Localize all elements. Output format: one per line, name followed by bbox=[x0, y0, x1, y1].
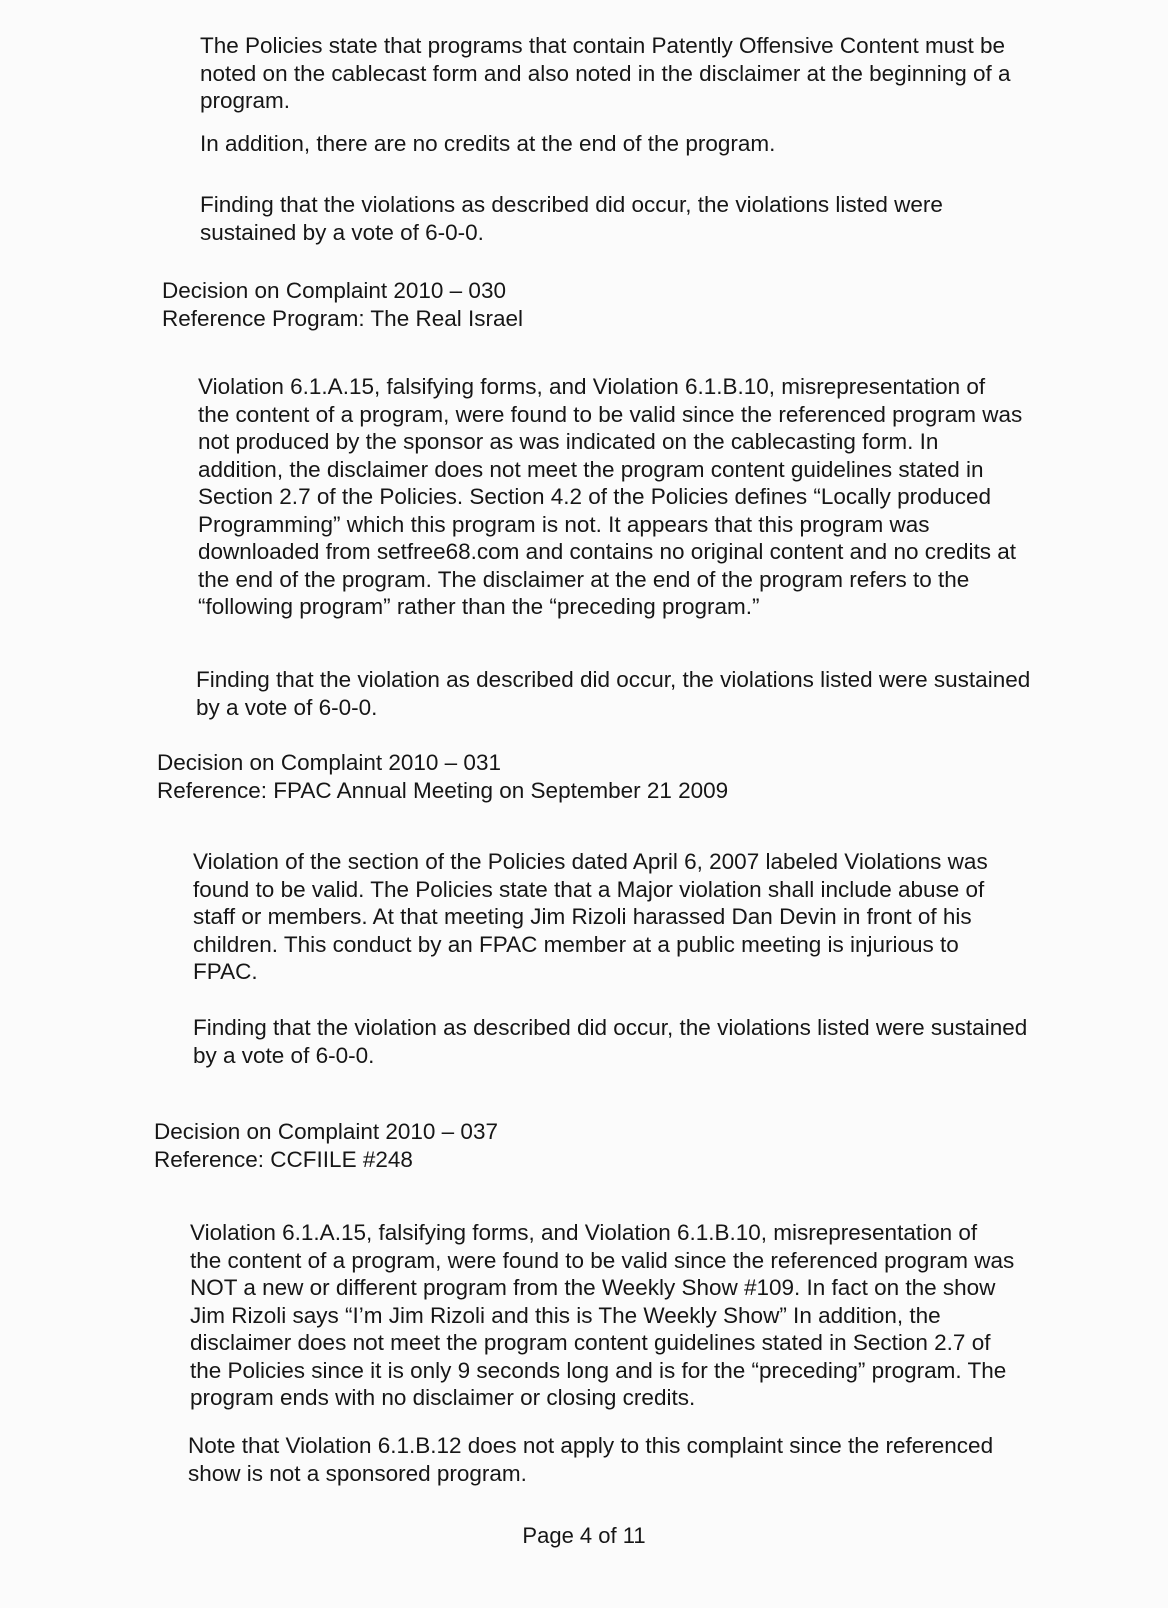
text-line: sustained by a vote of 6-0-0. bbox=[200, 219, 484, 245]
text-line: program ends with no disclaimer or closing credits. bbox=[190, 1385, 696, 1410]
text-line: noted on the cablecast form and also noted in the disclaimer at the beginning of a bbox=[200, 60, 1011, 86]
text-line: the Policies since it is only 9 seconds long and is for the “preceding” program. The bbox=[190, 1357, 1007, 1383]
text-line: Section 2.7 of the Policies. Section 4.2 of the Policies defines “Locally produced bbox=[198, 484, 991, 509]
text-line: not produced by the sponsor as was indicated on the cablecasting form. In bbox=[198, 429, 939, 454]
text-line: Violation 6.1.A.15, falsifying forms, and Violation 6.1.B.10, misrepresentation of bbox=[190, 1220, 978, 1245]
heading-line: Reference Program: The Real Israel bbox=[162, 305, 523, 331]
text-line: Finding that the violation as described did occur, the violations listed were sustained bbox=[193, 1015, 1028, 1040]
text-line: show is not a sponsored program. bbox=[188, 1460, 527, 1486]
text-line: “following program” rather than the “preceding program.” bbox=[198, 594, 760, 619]
heading-complaint-2010-031 bbox=[157, 749, 857, 804]
paragraph-finding-2 bbox=[196, 666, 1116, 721]
paragraph-violation-037 bbox=[190, 1219, 1110, 1412]
text-line: found to be valid. The Policies state that a Major violation shall include abuse of bbox=[193, 876, 985, 902]
text-line: by a vote of 6-0-0. bbox=[196, 694, 378, 720]
text-line: Note that Violation 6.1.B.12 does not apply to this complaint since the referenced bbox=[188, 1433, 994, 1458]
page-number: Page 4 of 11 bbox=[522, 1523, 646, 1548]
paragraph-finding-1 bbox=[200, 191, 1120, 246]
text-line: addition, the disclaimer does not meet the program content guidelines stated in bbox=[198, 456, 984, 482]
text-line: Violation of the section of the Policies dated April 6, 2007 labeled Violations was bbox=[193, 849, 988, 874]
text-line: the content of a program, were found to be valid since the referenced program was bbox=[190, 1247, 1015, 1273]
text-line: The Policies state that programs that contain Patently Offensive Content must be bbox=[200, 33, 1006, 58]
text-line: the content of a program, were found to be valid since the referenced program was bbox=[198, 401, 1023, 427]
paragraph-note bbox=[188, 1432, 1108, 1487]
paragraph-violation-031 bbox=[193, 848, 1113, 986]
text-line: Violation 6.1.A.15, falsifying forms, and Violation 6.1.B.10, misrepresentation of bbox=[198, 374, 986, 399]
text-line: downloaded from setfree68.com and contains no original content and no credits at bbox=[198, 539, 1017, 564]
text-line: In addition, there are no credits at the end of the program. bbox=[200, 131, 776, 156]
text-line: program. bbox=[200, 88, 291, 113]
paragraph-violation-030 bbox=[198, 373, 1118, 621]
text-line: children. This conduct by an FPAC member at a public meeting is injurious to bbox=[193, 931, 959, 957]
text-line: the end of the program. The disclaimer at the end of the program refers to the bbox=[198, 566, 970, 592]
text-line: Jim Rizoli says “I’m Jim Rizoli and this is The Weekly Show” In addition, the bbox=[190, 1302, 941, 1328]
paragraph-no-credits bbox=[200, 130, 1120, 158]
heading-complaint-2010-037 bbox=[154, 1118, 854, 1173]
heading-line: Decision on Complaint 2010 – 037 bbox=[154, 1119, 498, 1144]
text-line: Programming” which this program is not. It appears that this program was bbox=[198, 511, 930, 537]
text-line: by a vote of 6-0-0. bbox=[193, 1042, 375, 1068]
heading-line: Decision on Complaint 2010 – 031 bbox=[157, 750, 501, 775]
text-line: disclaimer does not meet the program content guidelines stated in Section 2.7 of bbox=[190, 1330, 991, 1355]
heading-complaint-2010-030 bbox=[162, 277, 862, 332]
text-line: Finding that the violation as described did occur, the violations listed were sustained bbox=[196, 667, 1031, 692]
paragraph-finding-3 bbox=[193, 1014, 1113, 1069]
text-line: NOT a new or different program from the Weekly Show #109. In fact on the show bbox=[190, 1275, 996, 1300]
heading-line: Reference: CCFIILE #248 bbox=[154, 1146, 413, 1172]
text-line: FPAC. bbox=[193, 959, 258, 984]
heading-line: Decision on Complaint 2010 – 030 bbox=[162, 278, 506, 303]
text-line: staff or members. At that meeting Jim Rizoli harassed Dan Devin in front of his bbox=[193, 904, 972, 929]
heading-line: Reference: FPAC Annual Meeting on September 21 2009 bbox=[157, 777, 729, 803]
paragraph-offensive-content bbox=[200, 32, 1120, 115]
text-line: Finding that the violations as described did occur, the violations listed were bbox=[200, 192, 943, 217]
